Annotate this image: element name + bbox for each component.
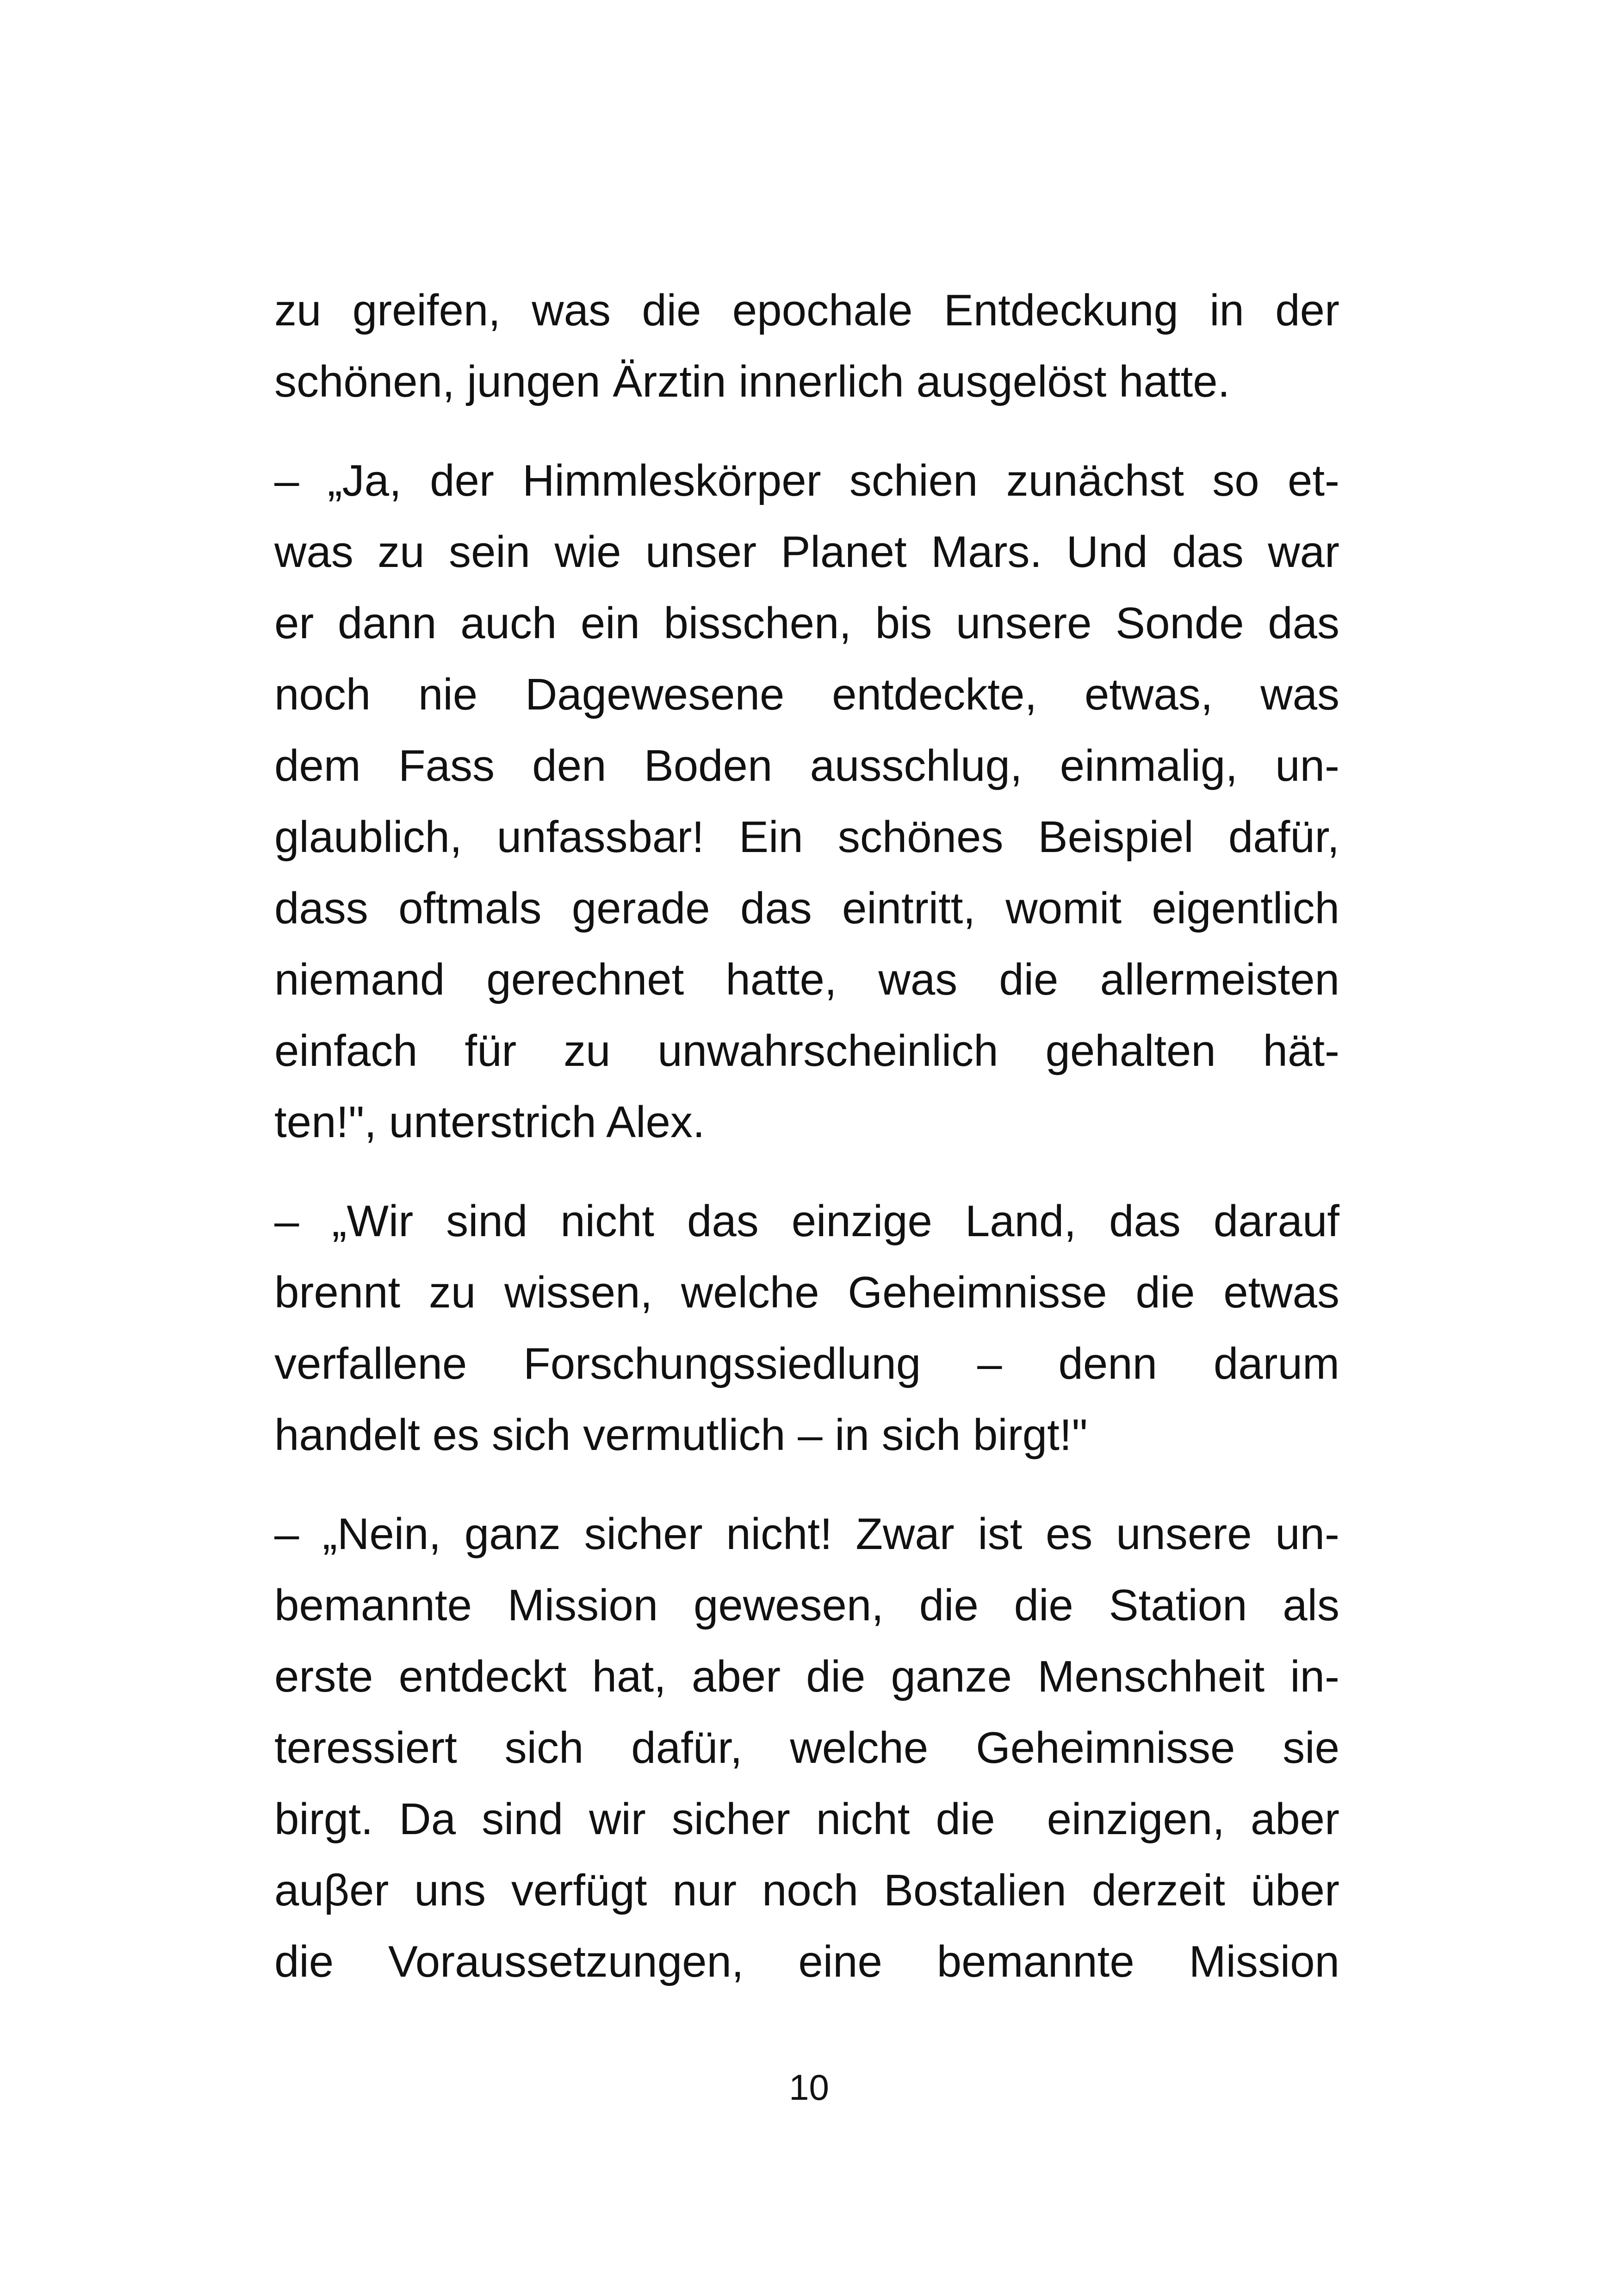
text-line: – „Wir sind nicht das einzige Land, das darauf (274, 1196, 1339, 1246)
text-line: teressiert sich dafür, welche Geheimnisse sie (274, 1723, 1339, 1773)
paragraph (274, 275, 1339, 417)
text-line: einfach für zu unwahrscheinlich gehalten hät- (274, 1026, 1339, 1076)
text-line: glaublich, unfassbar! Ein schönes Beispiel dafür, (274, 812, 1339, 862)
page-number: 10 (789, 2067, 829, 2108)
text-line: die Voraussetzungen, eine bemannte Mission (274, 1937, 1339, 1986)
text-line: verfallene Forschungssiedlung – denn darum (274, 1339, 1339, 1388)
paragraph (274, 1499, 1339, 1997)
paragraph (274, 445, 1339, 1158)
text-line: schönen, jungen Ärztin innerlich ausgelöst hatte. (274, 357, 1230, 406)
text-line: auβer uns verfügt nur noch Bostalien derzeit über (274, 1866, 1339, 1915)
text-line: handelt es sich vermutlich – in sich birgt!" (274, 1410, 1088, 1460)
text-line: dem Fass den Boden ausschlug, einmalig, un- (274, 741, 1339, 790)
text-line: ten!", unterstrich Alex. (274, 1097, 705, 1147)
text-line: – „Ja, der Himmleskörper schien zunächst so et- (274, 456, 1339, 505)
text-line: – „Nein, ganz sicher nicht! Zwar ist es unsere un- (274, 1509, 1339, 1559)
text-line: was zu sein wie unser Planet Mars. Und das war (274, 527, 1339, 577)
text-line: brennt zu wissen, welche Geheimnisse die etwas (274, 1268, 1339, 1317)
body-text (274, 275, 1339, 1997)
text-line: dass oftmals gerade das eintritt, womit eigentlich (274, 884, 1339, 933)
text-line: erste entdeckt hat, aber die ganze Menschheit in- (274, 1652, 1339, 1701)
text-line: er dann auch ein bisschen, bis unsere Sonde das (274, 598, 1339, 648)
text-line: noch nie Dagewesene entdeckte, etwas, was (274, 670, 1339, 719)
text-line: birgt. Da sind wir sicher nicht die einzigen, aber (274, 1794, 1339, 1844)
text-line: bemannte Mission gewesen, die die Station als (274, 1580, 1339, 1630)
text-line: zu greifen, was die epochale Entdeckung in der (274, 286, 1339, 335)
text-line: niemand gerechnet hatte, was die allermeisten (274, 955, 1339, 1004)
paragraph (274, 1186, 1339, 1471)
